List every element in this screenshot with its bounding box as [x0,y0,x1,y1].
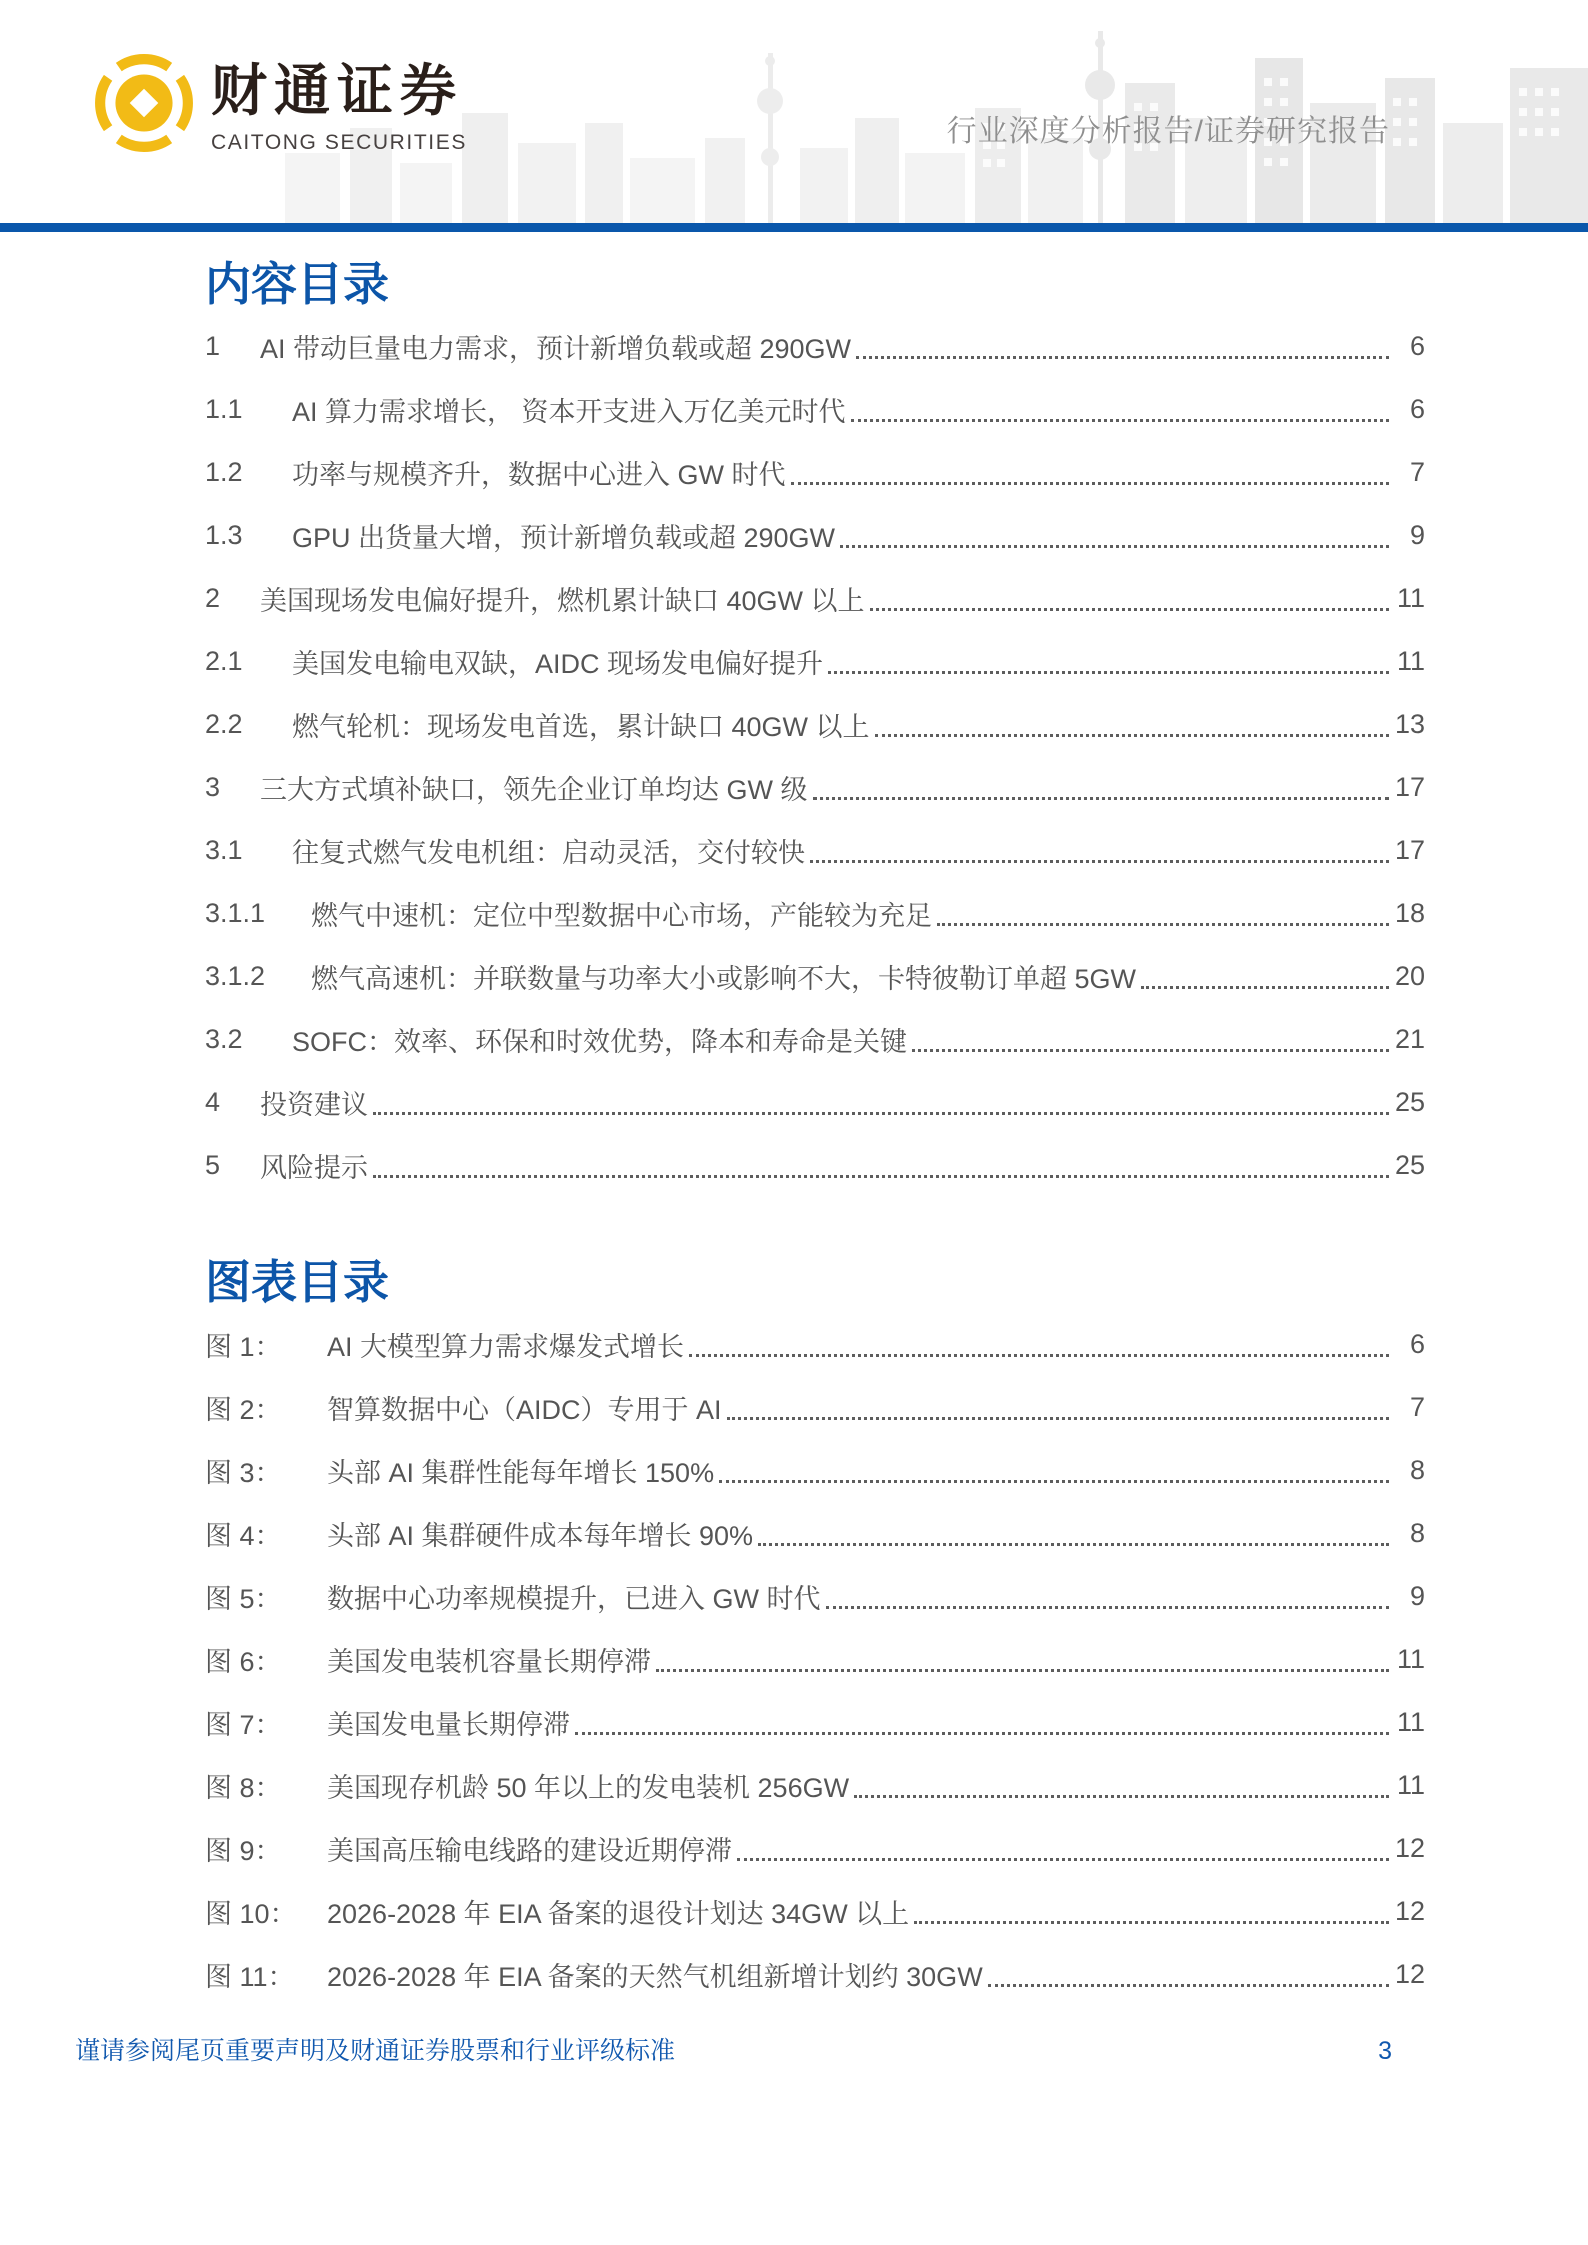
figure-entry[interactable] [205,1691,1425,1754]
figure-entry[interactable] [205,1502,1425,1565]
page-footer [75,2031,1392,2067]
toc-entry-title: 三大方式填补缺口，领先企业订单均达 GW 级 [260,775,808,805]
toc-entry-page: 21 [1394,1024,1425,1054]
figure-entry[interactable] [205,1313,1425,1376]
toc-entry[interactable] [205,315,1425,378]
dot-leader [875,734,1389,737]
toc-entry-number: 3 [205,772,221,802]
figure-entry-page: 11 [1396,1770,1425,1800]
figure-entry-label: 图 5： [205,1584,282,1614]
toc-entry-page: 20 [1394,961,1425,991]
toc-entry-page: 11 [1396,583,1425,613]
figure-entry-title: 智算数据中心（AIDC）专用于 AI [327,1395,722,1425]
figure-entry[interactable] [205,1565,1425,1628]
toc-entry-number: 3.1 [205,835,243,865]
toc-entry[interactable] [205,945,1425,1008]
toc-entry-title: 燃气中速机：定位中型数据中心市场，产能较为充足 [311,901,932,931]
toc-entry-page: 18 [1394,898,1425,928]
footer-page-number: 3 [1378,2037,1392,2065]
toc-entry[interactable] [205,378,1425,441]
toc-entry[interactable] [205,1134,1425,1197]
figure-entry-page: 12 [1394,1833,1425,1863]
figure-entry[interactable] [205,1628,1425,1691]
toc-entry-title: 功率与规模齐升，数据中心进入 GW 时代 [292,460,786,490]
toc-entry-title: 美国现场发电偏好提升，燃机累计缺口 40GW 以上 [260,586,865,616]
toc-entry-title: AI 算力需求增长， 资本开支进入万亿美元时代 [292,397,846,427]
footer-disclaimer: 谨请参阅尾页重要声明及财通证券股票和行业评级标准 [75,2037,676,2065]
toc-entry-page: 6 [1409,394,1425,424]
caitong-coin-icon [93,50,195,156]
toc-entry-title: AI 带动巨量电力需求，预计新增负载或超 290GW [260,334,852,364]
toc-entry-title: 往复式燃气发电机组：启动灵活，交付较快 [292,838,805,868]
figure-entry-page: 12 [1394,1959,1425,1989]
figure-entry-label: 图 10： [205,1899,297,1929]
dot-leader [914,1921,1389,1924]
brand-name-cn: 财通证券 [211,61,463,123]
figure-entry[interactable] [205,1376,1425,1439]
toc-entry-page: 13 [1394,709,1425,739]
dot-leader [758,1543,1389,1546]
figure-entry-title: 美国高压输电线路的建设近期停滞 [327,1836,732,1866]
figure-entry-label: 图 4： [205,1521,282,1551]
figure-entry-title: AI 大模型算力需求爆发式增长 [327,1332,685,1362]
dot-leader [810,860,1389,863]
figure-entry-page: 9 [1409,1581,1425,1611]
toc-entry-page: 7 [1409,457,1425,487]
figure-entry-page: 11 [1396,1707,1425,1737]
figure-entry-label: 图 3： [205,1458,282,1488]
dot-leader [988,1984,1389,1987]
header-divider [0,223,1588,232]
dot-leader [373,1175,1389,1178]
dot-leader [870,608,1389,611]
toc-entry-page: 25 [1394,1087,1425,1117]
toc-entry-number: 1.3 [205,520,243,550]
figure-entry-page: 8 [1409,1518,1425,1548]
figure-entry-title: 头部 AI 集群性能每年增长 150% [327,1458,715,1488]
figure-entry-title: 2026-2028 年 EIA 备案的天然气机组新增计划约 30GW [327,1962,983,1992]
page-header [0,0,1588,223]
toc-entry-page: 25 [1394,1150,1425,1180]
toc-entry-number: 2.1 [205,646,243,676]
figure-entry-page: 8 [1409,1455,1425,1485]
toc-entry[interactable] [205,1071,1425,1134]
figure-entry-page: 7 [1409,1392,1425,1422]
dot-leader [813,797,1390,800]
dot-leader [828,671,1389,674]
figure-entry-page: 11 [1396,1644,1425,1674]
dot-leader [373,1112,1389,1115]
dot-leader [1141,986,1389,989]
dot-leader [575,1732,1389,1735]
toc-entry-title: GPU 出货量大增，预计新增负载或超 290GW [292,523,836,553]
toc-entry-number: 3.1.1 [205,898,266,928]
dot-leader [791,482,1390,485]
toc-entry[interactable] [205,882,1425,945]
toc-entry-number: 1.1 [205,394,243,424]
figure-entry-label: 图 9： [205,1836,282,1866]
toc-entry[interactable] [205,756,1425,819]
toc-entry-page: 17 [1394,772,1425,802]
figure-entry[interactable] [205,1943,1425,2006]
dot-leader [851,419,1389,422]
toc-entry-title: 燃气高速机：并联数量与功率大小或影响不大，卡特彼勒订单超 5GW [311,964,1137,994]
toc-entry-number: 4 [205,1087,221,1117]
toc-entry-number: 3.1.2 [205,961,266,991]
figure-entry-label: 图 11： [205,1962,295,1992]
figure-entry-label: 图 8： [205,1773,282,1803]
dot-leader [826,1606,1390,1609]
toc-entry-title: 投资建议 [260,1090,368,1120]
toc-entry-title: SOFC：效率、环保和时效优势，降本和寿命是关键 [292,1027,908,1057]
figure-entry[interactable] [205,1439,1425,1502]
toc-entry[interactable] [205,630,1425,693]
toc-entry[interactable] [205,504,1425,567]
toc-entry-title: 风险提示 [260,1153,368,1183]
toc-entry-page: 6 [1409,331,1425,361]
dot-leader [912,1049,1389,1052]
figure-entry-label: 图 2： [205,1395,282,1425]
toc-entry-page: 9 [1409,520,1425,550]
toc-entry-number: 5 [205,1150,221,1180]
dot-leader [854,1795,1389,1798]
figures-list [205,1313,1425,2006]
figure-entry-title: 美国现存机龄 50 年以上的发电装机 256GW [327,1773,850,1803]
figures-heading: 图表目录 [205,1256,389,1308]
figure-entry-label: 图 1： [205,1332,282,1362]
figure-entry[interactable] [205,1817,1425,1880]
dot-leader [840,545,1389,548]
figure-entry-label: 图 7： [205,1710,282,1740]
dot-leader [689,1354,1389,1357]
toc-entry[interactable] [205,1008,1425,1071]
toc-entry[interactable] [205,819,1425,882]
toc-entry-number: 2 [205,583,221,613]
toc-entry-number: 3.2 [205,1024,243,1054]
figure-entry-label: 图 6： [205,1647,282,1677]
dot-leader [737,1858,1389,1861]
figure-entry-page: 12 [1394,1896,1425,1926]
toc-entry[interactable] [205,693,1425,756]
figure-entry-title: 头部 AI 集群硬件成本每年增长 90% [327,1521,754,1551]
toc-entry[interactable] [205,441,1425,504]
dot-leader [719,1480,1389,1483]
figure-entry[interactable] [205,1880,1425,1943]
toc-entry-number: 2.2 [205,709,243,739]
dot-leader [937,923,1389,926]
dot-leader [656,1669,1389,1672]
dot-leader [856,356,1389,359]
brand-logo [93,50,467,156]
toc-entry-number: 1.2 [205,457,243,487]
toc-entry[interactable] [205,567,1425,630]
figure-entry-title: 数据中心功率规模提升，已进入 GW 时代 [327,1584,821,1614]
toc-entry-page: 17 [1394,835,1425,865]
toc-entry-title: 美国发电输电双缺，AIDC 现场发电偏好提升 [292,649,824,679]
figure-entry-title: 2026-2028 年 EIA 备案的退役计划达 34GW 以上 [327,1899,910,1929]
toc-entry-number: 1 [205,331,221,361]
figure-entry[interactable] [205,1754,1425,1817]
toc-entry-title: 燃气轮机：现场发电首选，累计缺口 40GW 以上 [292,712,870,742]
toc-entry-page: 11 [1396,646,1425,676]
toc-heading: 内容目录 [205,258,389,310]
figure-entry-title: 美国发电量长期停滞 [327,1710,570,1740]
figure-entry-page: 6 [1409,1329,1425,1359]
dot-leader [727,1417,1389,1420]
page-content [205,257,1425,2006]
toc-list [205,315,1425,1197]
figure-entry-title: 美国发电装机容量长期停滞 [327,1647,651,1677]
brand-name-en: CAITONG SECURITIES [211,131,467,154]
report-type-label: 行业深度分析报告/证券研究报告 [946,115,1390,148]
brand-logo-text [211,50,467,155]
